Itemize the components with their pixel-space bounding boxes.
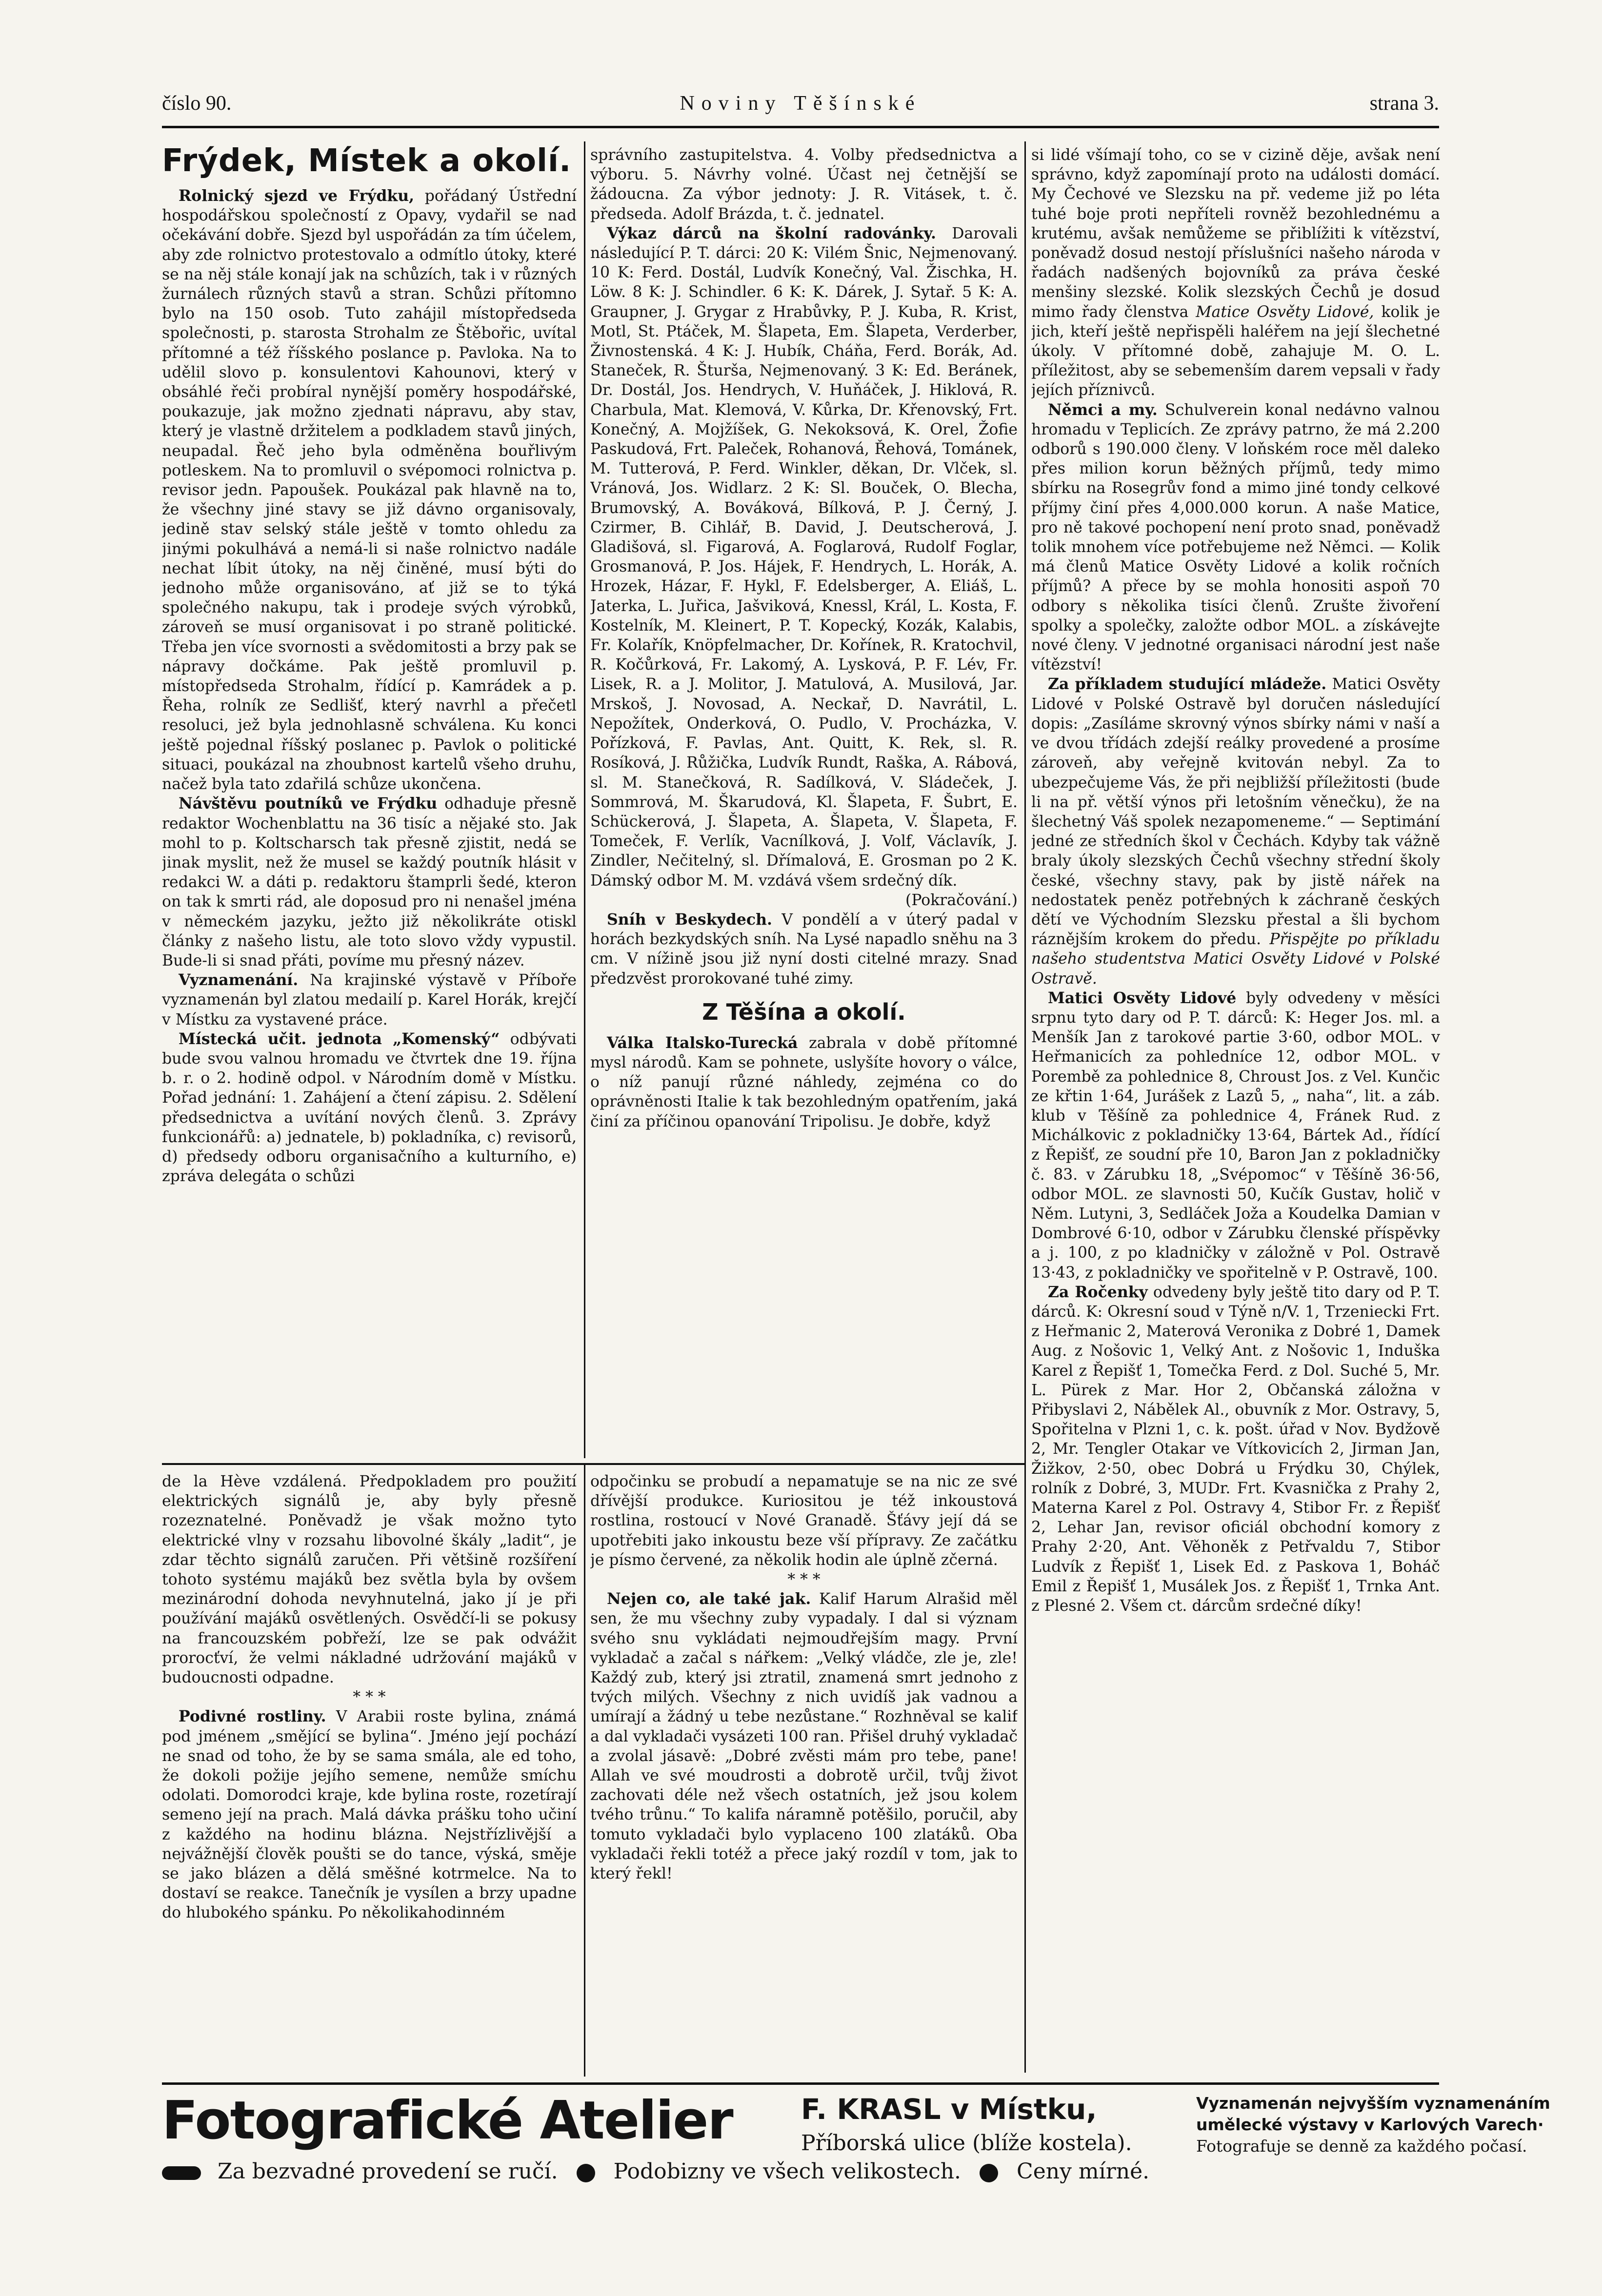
ad-address xyxy=(801,2092,1186,2157)
section-rule xyxy=(162,1463,1024,1465)
article-za-rocenky: Za Ročenky odvedeny byly ještě tito dary od P. T. dárců. K: Okresní soud v Týně n/V. 1, Trzeniecki Frt. z Heřmanic 2, Materová Veronika z Dobré 1, Damek Aug. z Nošovic 1, Velký Ant. z Nošovic 1, Induška Karel z Řepišť 1, Tomečka Ferd. z Dol. Suché 5, Mr. L. Pürek z Mar. Hor 2, Občanská záložna v Přibyslavi 2, Nábělek Al., obuvník z Mor. Ostravy, 5, Spořitelna v Plzni 1, c. k. pošt. úřad v Nov. Bydžově 2, Mr. Tengler Otakar ve Vítkovicích 2, Jirman Jan, Žižkov, 2·50, obec Dobrá u Frýdku 30, Chýlek, rolník z Dobré, 3, MUDr. Frt. Kvasnička z Prahy 2, Materna Karel z Pol. Ostravy 4, Stibor Fr. z Řepišť 2, Lehar Jan, revisor oficiál obchodní komory z Prahy 2·20, Ant. Věhoněk z Petřvaldu 7, Stibor Ludvík z Řepišť 1, Lisek Ed. z Paskova 1, Boháč Emil z Řepišť 1, Musálek Jos. z Řepišť 1, Trnka Ant. z Plesné 2. Všem ct. dárcům srdečné díky! xyxy=(1031,1283,1440,1615)
lower-column-1 xyxy=(162,1472,577,2077)
separator-stars: * * * xyxy=(787,1571,821,1589)
bullet-icon xyxy=(577,2164,595,2182)
page-number: strana 3. xyxy=(1369,92,1439,115)
article-ucitelska-jednota: Místecká učit. jednota „Komenský“ odbývati bude svou valnou hromadu ve čtvrtek dne 19. října b. r. o 2. hodině odpol. v Národním domě v Místku. Pořad jednání: 1. Zahájení a čtení zápisu. 2. Sdělení předsednictva a uvítání nových členů. 3. Zprávy funkcionářů: a) jednatele, b) pokladníka, c) revisorů, d) předsedy odboru organisačního a kulturního, e) zpráva delegáta o schůzi xyxy=(162,1029,577,1186)
article-rostliny-cont: odpočinku se probudí a nepamatuje se na nic ze své dřívější produkce. Kuriositou je též inkoustová rostlina, rostoucí v Nové Granadě. Šťávy její dá se upotřebiti jako inkoustu beze vší přípravy. Ze začátku je písmo červené, za několik hodin ale úplně zčerná. xyxy=(590,1473,1018,1569)
ad-portraits: Podobizny ve všech velikostech. xyxy=(613,2159,961,2184)
continuation-note: (Pokračování.) xyxy=(905,891,1018,909)
article-nemci-a-my: Němci a my. Schulverein konal nedávno valnou hromadu v Teplicích. Ze zprávy patrno, že má 2.200 odborů s 190.000 členy. V loňském roce měl daleko přes milion korun běžných příjmů, tedy mimo sbírku na Rosegrův fond a mimo jiné tondy celkové příjmy činí přes 4,000.000 korun. A naše Matice, pro ně takové pochopení není proto snad, poněvadž tolik mnohem více potřebujeme než Němci. — Kolik má členů Matice Osvěty Lidové a kolik ročních příjmů? A přece by se mohla honositi aspoň 70 odbory s několika tisíci členů. Zrušte živoření spolky a společky, založte odbor MOL. a získávejte nové členy. V jednotné organisaci národní jest naše vítězství! xyxy=(1031,400,1440,674)
newspaper-title: Noviny Těšínské xyxy=(680,92,921,115)
issue-number: číslo 90. xyxy=(162,92,232,115)
ad-headline: Fotografické Atelier xyxy=(162,2090,733,2151)
ad-owner: F. KRASL v Místku, xyxy=(801,2093,1097,2126)
ad-award-line-2: umělecké výstavy v Karlových Varech· xyxy=(1196,2115,1544,2134)
column-divider-2 xyxy=(1024,141,1026,2073)
article-rolnicky-sjezd: Rolnický sjezd ve Frýdku, pořádaný Ústřední hospodářskou společností z Opavy, vydařil se nad očekávání dobře. Sjezd byl uspořádán za tím účelem, aby zde rolnictvo protestovalo a odmítlo útoky, které se na něj stále konají jak na schůzích, tak i v různých žurnálech různých stavů a stran. Schůzi přítomno bylo na 150 osob. Tuto zahájil místopředseda společnosti, p. starosta Strohalm ze Štěbořic, uvítal přítomné a též říšského poslance p. Pavloka. Na to udělil slovo p. konsulentovi Kahounovi, který v obsáhlé řeči probíral nynější poměry hospodářské, poukazuje, jak možno zjednati nápravu, aby stav, který je vlastně držitelem a podkladem stavů jiných, neupadal. Řeč jeho byla odměněna bouřlivým potleskem. Na to promluvil o svépomoci rolnictva p. revisor jedn. Papoušek. Poukázal pak hlavně na to, že všechny jiné stavy se již dávno organisovaly, jedině stav selský stále ještě v tomto ohledu za jinými pokulhává a nemá-li si naše rolnictvo nadále nechat líbit útoky, na něj činěné, musí býti do jednoho může organisováno, ať již se to týká společného nakupu, tak i prodeje svých výrobků, zároveň se musí organisovat i po straně politické. Třeba jen více svornosti a svědomitosti a brzy pak se nápravy dočkáme. Pak ještě promluvil p. místopředseda Strohalm, řídící p. Kamrádek a p. Řeha, rolník ze Sedlišť, který navrhl a přečetl resoluci, jež byla jednohlasně schválena. Ku konci ještě pojednal říšský poslanec p. Pavlok o politické situaci, poukázal na zhoubnost kartelů všeho druhu, načež byla tato zdařilá schůze ukončena. xyxy=(162,187,577,793)
column-divider-1 xyxy=(584,141,585,1458)
ad-bottom-line xyxy=(162,2158,1439,2185)
ad-street: Příborská ulice (blíže kostela). xyxy=(801,2131,1132,2156)
photo-atelier-ad xyxy=(162,2082,1550,2187)
article-matici-osvety: Matici Osvěty Lidové byly odvedeny v měsíci srpnu tyto dary od P. T. dárců: K: Heger Jos. ml. a Menšík Jan z tarokové partie 3·60, odbor MOL. v Heřmanicích za pohledníce 12, odbor MOL. v Porembě za pohlednice 8, Chroust Jos. z Vel. Kunčic ze křtin 1·64, Jurášek z Lazů 5, „ naha“, lit. a záb. klub v Těšíně za pohlednice 4, Fránek Rud. z Michálkovic z pokladničky 13·64, Bártek Ad., řídící z Řepišť, ze soudní pře 10, Baron Jan z pokladničky č. 83. v Zárubku 18, „Svépomoc“ v Těšíně 36·56, odbor MOL. ze slavnosti 50, Kučík Gustav, holič v Něm. Lutyni, 3, Sedláček Joža a Koudelka Damian v Dombrové 6·10, odbor v Zárubku členské příspěvky a j. 100, z po kladničky v záložně v Pol. Ostravě 13·43, z pokladničky ve spořitelně v P. Ostravě, 100. xyxy=(1031,989,1440,1282)
page-header xyxy=(162,87,1439,121)
article-valka: Válka Italsko-Turecká zabrala v době přítomné mysl národů. Kam se pohnete, uslyšíte hovory o válce, o níž panují různé náhledy, zejména co do oprávněnosti Italie k tak bezohledným opatřením, jaká činí za příčinou opanování Tripolisu. Je dobře, když xyxy=(590,1033,1018,1130)
bullet-icon xyxy=(980,2164,998,2182)
article-valka-cont: si lidé všímají toho, co se v cizině děje, avšak není správno, když zapomínají proto na události domácí. My Čechové ve Slezsku na př. vedeme již po léta tuhé boje proti nepříteli rovněž bezohlednému a krutému, avšak nemůžeme se přiblížiti k vítězství, poněvadž dosud nestojí příslušníci našeho národa v řadách nadšených bojovníků za práva české menšiny slezské. Kolik slezských Čechů je dosud mimo řady členstva Matice Osvěty Lidové, kolik je jich, kteří ještě nepřispěli haléřem na její šlechetné úkoly. V přítomné době, zahajuje M. O. L. příležitost, aby se sebemenším darem vepsali v řady jejích příznivců. xyxy=(1031,146,1440,399)
separator-stars: * * * xyxy=(353,1688,386,1706)
article-snih-beskydy: Sníh v Beskydech. V pondělí a v úterý padal v horách bezkydských sníh. Na Lysé napadlo sněhu na 3 cm. V nížině jsou již nyní dosti citelné mrazy. Snad předzvěst prorokované tuhé zimy. xyxy=(590,910,1018,988)
ad-award xyxy=(1196,2093,1601,2157)
lower-column-2 xyxy=(590,1472,1018,2077)
article-vykaz-darcu: Výkaz dárců na školní radovánky. Darovali následující P. T. dárci: 20 K: Vilém Šnic, Nejmenovaný. 10 K: Ferd. Dostál, Ludvík Konečný, Val. Žischka, H. Löw. 8 K: J. Schindler. 6 K: K. Dárek, J. Sytař. 5 K: A. Graupner, J. Grygar z Hrabůvky, P. J. Kuba, R. Krist, Motl, St. Ptáček, M. Šlapeta, Em. Šlapeta, Verderber, Živnostenská. 4 K: J. Hubík, Cháňa, Ferd. Borák, Ad. Staneček, R. Šturša, Nejmenovaný. 3 K: Ed. Beránek, Dr. Dostál, Jos. Hendrych, V. Huňáček, J. Hiklová, R. Charbula, Mat. Klemová, V. Kůrka, Dr. Křenovský, Frt. Konečný, A. Mojžíšek, G. Nekoksová, K. Orel, Žofie Paskudová, Frt. Paleček, Rohanová, Řehová, Tománek, M. Tutterová, P. Ferd. Winkler, děkan, Dr. Vlček, sl. Vránová, Jos. Widlarz. 2 K: Sl. Bouček, O. Blecha, Brumovský, A. Bováková, Bílková, P. J. Černý, J. Czirmer, B. Cihlář, B. David, J. Deutscherová, J. Gladišová, sl. Figarová, A. Foglarová, Rudolf Foglar, Grosmanová, P. Jos. Hájek, F. Hendrych, L. Horák, A. Hrozek, Házar, F. Hykl, F. Edelsberger, A. Eliáš, L. Jaterka, L. Juřica, Jašviková, Knessl, Král, L. Kosta, F. Kostelník, M. Kleinert, P. T. Kopecký, Kozák, Kalabis, Fr. Kolařík, Knöpfelmacher, Dr. Kořínek, R. Kratochvil, R. Kočůrková, Fr. Lakomý, A. Lysková, P. F. Lév, Fr. Lisek, R. a J. Molitor, J. Matulová, A. Musilová, Jar. Mrskoš, J. Novosad, A. Neckař, D. Navrátil, L. Nepožítek, Onderková, O. Pudlo, V. Procházka, V. Pořízková, F. Pavlas, Ant. Quitt, K. Rek, sl. R. Rosíková, J. Růžička, Ludvík Rundt, Raška, A. Rábová, sl. M. Stanečková, R. Sadílková, V. Sládeček, J. Sommrová, M. Škarudová, Kl. Šlapeta, F. Šubrt, E. Schückerová, J. Šlapeta, A. Šlapeta, V. Šlapeta, F. Tomeček, F. Verlík, Vacnílková, J. Volf, Václavík, J. Zindler, Nečitelný, sl. Dřímalová, E. Grosman po 2 K. Dámský odbor M. M. vzdává všem srdečný dík. xyxy=(590,224,1018,890)
column-1 xyxy=(162,141,577,1458)
section-heading-frydek: Frýdek, Místek a okolí. xyxy=(162,143,572,179)
ad-guarantee: Za bezvadné provedení se ručí. xyxy=(218,2159,558,2184)
article-ucitelska-jednota-cont: správního zastupitelstva. 4. Volby předsednictva a výboru. 5. Návrhy volné. Účast nej četnější se žádoucna. Za výbor jednoty: J. R. Vitásek, t. č. předseda. Adolf Brázda, t. č. jednatel. xyxy=(590,146,1018,223)
column-2 xyxy=(590,145,1018,1458)
pointing-hand-icon xyxy=(162,2166,201,2180)
ad-award-line-3: Fotografuje se denně za každého počasí. xyxy=(1196,2137,1527,2156)
article-majaky-cont: de la Hève vzdálená. Předpokladem pro použití elektrických signálů je, aby byly přesně rozeznatelné. Poněvadž je však možno tyto elektrické vlny v rozsahu libovolné škály „ladit“, je zdar těchto signálů zaručen. Při většině rozšíření tohoto systému majáků bez světla byla by ovšem mezinárodní dohoda nevyhnutelná, jako jí je při používání majáků osvětlených. Osvědčí-li se pokusy na francouzském pobřeží, lze se pak odvážit prorocťví, že velmi nákladné udržování majáků v budoucnosti odpadne. xyxy=(162,1473,577,1687)
ad-award-line-1: Vyznamenán nejvyšším vyznamenáním xyxy=(1196,2094,1550,2113)
header-rule xyxy=(162,126,1439,128)
section-heading-tesin: Z Těšína a okolí. xyxy=(702,998,906,1025)
article-podivne-rostliny: Podivné rostliny. V Arabii roste bylina, známá pod jménem „smějící se bylina“. Jméno její pochází ne snad od toho, že by se sama smála, ale ed toho, že dokoli požije jejího semene, nemůže smíchu odolati. Domorodci kraje, kde bylina roste, rozetírají semeno její na prach. Malá dávka prášku toho učiní z každého na hodinu blázna. Nejstřízlivější a nejvážnější člověk poušti se do tance, výská, směje se jako blázen a dělá směšné kotrmelce. Na to dostaví se reakce. Tanečník je vysílen a brzy upadne do hlubokého spánku. Po několikahodinném xyxy=(162,1707,577,1922)
column-divider-lower xyxy=(584,1465,585,2077)
article-studujici-mladez: Za příkladem studující mládeže. Matici Osvěty Lidové v Polské Ostravě byl doručen následující dopis: „Zasíláme skrovný výnos sbírky námi v naší a ve dvou třídách zdejší reálky provedené a prosíme zároveň, aby veřejně kvitován nebyl. Za to ubezpečujeme Vás, že při nejbližší příležitosti (bude li na př. větší výnos při letošním věnečku), že na šlechetný Váš spolek nezapomeneme.“ — Septimání jedné ze středních škol v Čechách. Kdyby tak vážně braly úkoly slezských Čechů všechny střední školy české, všechny stavy, pak by jistě nářek na nedostatek peněz potřebných k záchraně českých dětí ve Východním Slezsku přestal a šli bychom ráznějším krokem do předu. Přispějte po příkladu našeho studentstva Matici Osvěty Lidové v Polské Ostravě. xyxy=(1031,675,1440,988)
column-3 xyxy=(1031,145,1440,2077)
article-vyznamenani: Vyznamenání. Na krajinské výstavě v Příboře vyznamenán byl zlatou medailí p. Karel Horák, krejčí v Místku za vystavené práce. xyxy=(162,971,577,1029)
ad-prices: Ceny mírné. xyxy=(1017,2159,1150,2184)
article-navsteva-poutniku: Návštěvu poutníků ve Frýdku odhaduje přesně redaktor Wochenblattu na 36 tisíc a nějaké sto. Jak mohl to p. Koltscharsch tak přesně zjistit, nedá se jinak myslit, než že musel se každý poutník hlásit v redakci W. a dáti p. redaktoru štamprli šedé, kteron on tak k smrti rád, ale doposud pro ni nenašel jména v německém jazyku, ježto již několikráte otiskl články z našeho listu, ale toto slovo vždy vypustil. Bude-li si snad přáti, povíme mu přesný název. xyxy=(162,794,577,970)
article-nejen-co: Nejen co, ale také jak. Kalif Harum Alrašid měl sen, že mu všechny zuby vypadaly. I dal si význam svého snu vykládati nejmoudřejším magy. První vykladač a začal s nářkem: „Velký vládče, zle je, zle! Každý zub, který jsi ztratil, znamená smrt jednoho z tvých milých. Všechny z nich uvidíš jak vadnou a umírají a žádný u tebe nezůstane.“ Rozhněval se kalif a dal vykladači vysázeti 100 ran. Přišel druhý vykladač a zvolal jásavě: „Dobré zvěsti mám pro tebe, pane! Allah ve své moudrosti a dobrotě určil, tvůj život zachovati déle než všech ostatních, jež jsou kolem tvého trůnu.“ To kalifa náramně potěšilo, poručil, aby tomuto vykladači bylo vyplaceno 100 zlatáků. Oba vykladači řekli totéž a přece jaký rozdíl v tom, jak to který řekl! xyxy=(590,1590,1018,1883)
